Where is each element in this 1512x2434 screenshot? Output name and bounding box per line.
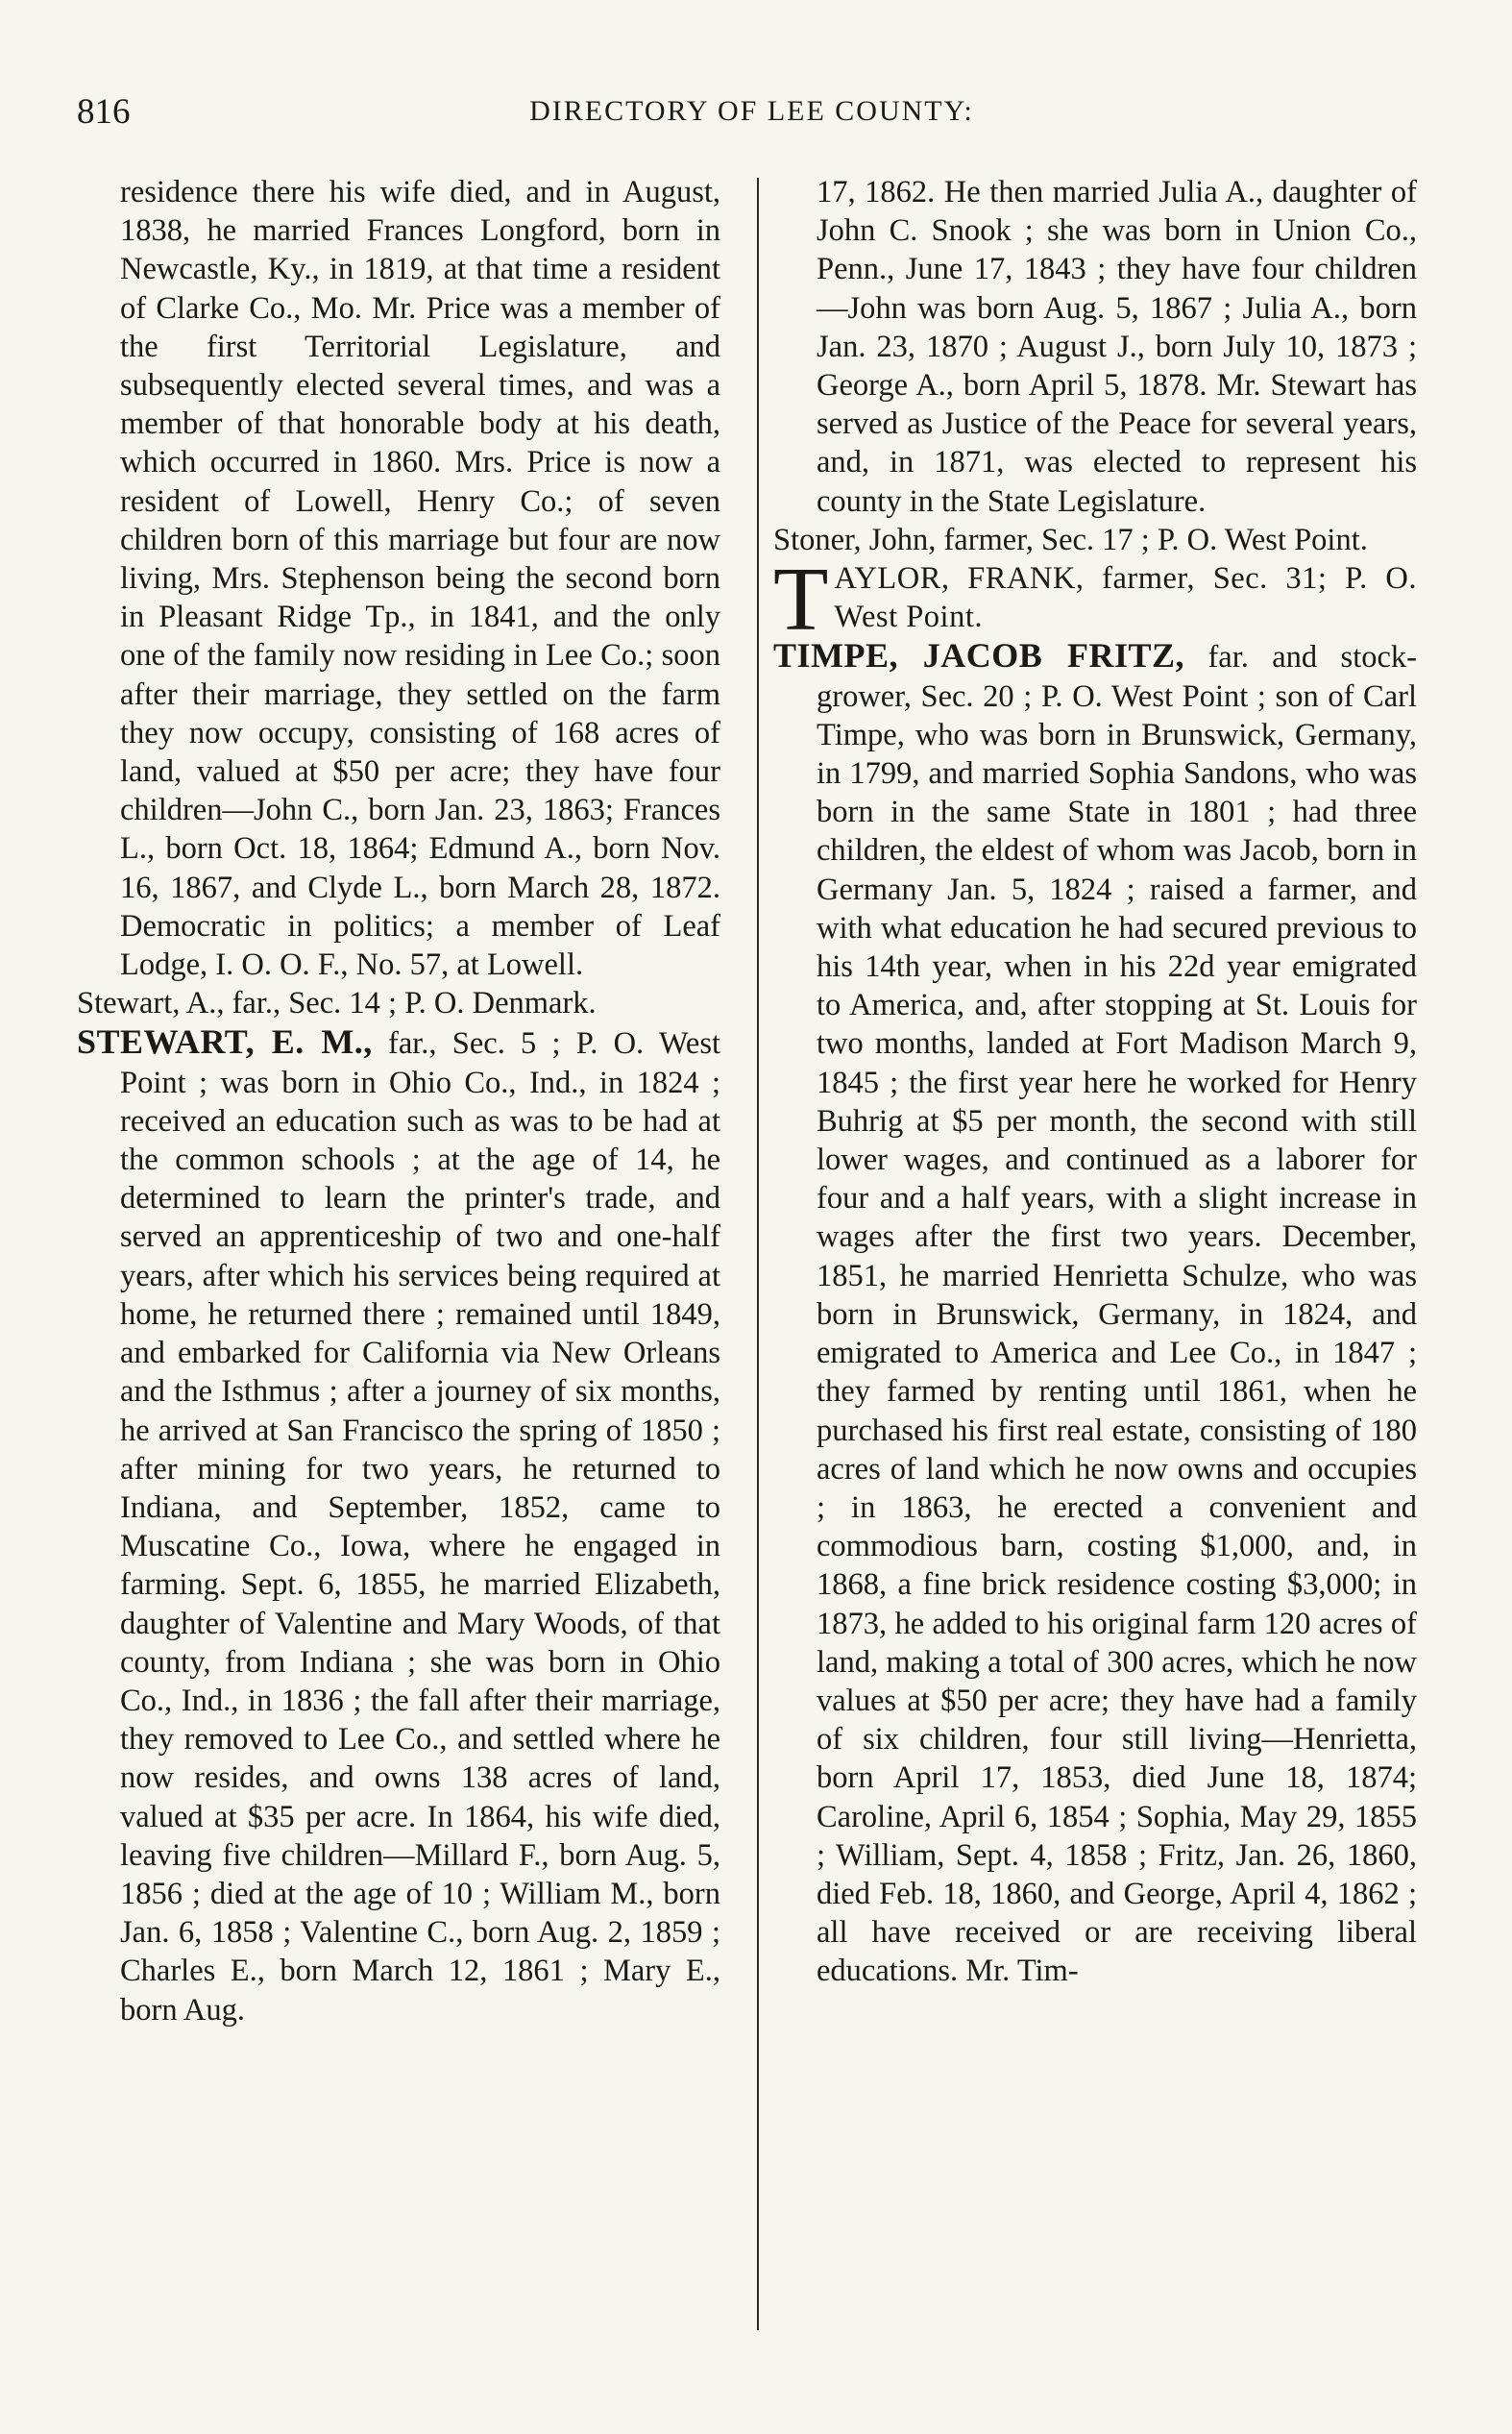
entry-continuation-stewart: 17, 1862. He then married Julia A., daughter of John C. Snook ; she was born in Union Co., Penn., June 17, 1843 ; they have four children—John was born Aug. 5, 1867 ; Julia A., born Jan. 23, 1870 ; August J., born July 10, 1873 ; George A., born April 5, 1878. Mr. Stewart has served as Justice of the Peace for several years, and, in 1871, was elected to represent his county in the State Legislature. bbox=[817, 175, 1417, 519]
entry-name-timpe: TIMPE, JACOB FRITZ, bbox=[773, 636, 1185, 676]
running-head: DIRECTORY OF LEE COUNTY: bbox=[529, 95, 974, 127]
column-divider bbox=[757, 178, 759, 2330]
entry-text-stewart-em: far., Sec. 5 ; P. O. West Point ; was born in Ohio Co., Ind., in 1824 ; received an education such as was to be had at the common schools ; at the age of 14, he determined to learn the printer's trade, and served an apprenticeship of two and one-half years, after which his services being required at home, he returned there ; remained until 1849, and embarked for California via New Orleans and the Isthmus ; after a journey of six months, he arrived at San Francisco the spring of 1850 ; after mining for two years, he returned to Indiana, and September, 1852, came to Muscatine Co., Iowa, where he engaged in farming. Sept. 6, 1855, he married Elizabeth, daughter of Valentine and Mary Woods, of that county, from Indiana ; she was born in Ohio Co., Ind., in 1836 ; the fall after their marriage, they removed to Lee Co., and settled where he now resides, and owns 138 acres of land, valued at $35 per acre. In 1864, his wife died, leaving five children—Millard F., born Aug. 5, 1856 ; died at the age of 10 ; William M., born Jan. 6, 1858 ; Valentine C., born Aug. 2, 1859 ; Charles E., born March 12, 1861 ; Mary E., born Aug. bbox=[120, 1026, 720, 2028]
entry-stoner: Stoner, John, farmer, Sec. 17 ; P. O. West Point. bbox=[773, 522, 1368, 557]
entry-timpe bbox=[773, 636, 1417, 1990]
entry-text-taylor: AYLOR, FRANK, farmer, Sec. 31; P. O. West Point. bbox=[834, 561, 1417, 635]
right-column bbox=[773, 173, 1417, 1991]
page-header bbox=[77, 91, 1427, 139]
entry-stewart-a: Stewart, A., far., Sec. 14 ; P. O. Denmark. bbox=[77, 986, 597, 1021]
entry-text-timpe: far. and stock-grower, Sec. 20 ; P. O. West Point ; son of Carl Timpe, who was born in Brunswick, Germany, in 1799, and married Sophia Sandons, who was born in the same State in 1801 ; had three children, the eldest of whom was Jacob, born in Germany Jan. 5, 1824 ; raised a farmer, and with what education he had secured previous to his 14th year, when in his 22d year emigrated to America, and, after stopping at St. Louis for two months, landed at Fort Madison March 9, 1845 ; the first year here he worked for Henry Buhrig at $5 per month, the second with still lower wages, and continued as a laborer for four and a half years, with a slight increase in wages after the first two years. December, 1851, he married Henrietta Schulze, who was born in Brunswick, Germany, in 1824, and emigrated to America and Lee Co., in 1847 ; they farmed by renting until 1861, when he purchased his first real estate, consisting of 180 acres of land which he now owns and occupies ; in 1863, he erected a convenient and commodious barn, costing $1,000, and, in 1868, a fine brick residence costing $3,000; in 1873, he added to his original farm 120 acres of land, making a total of 300 acres, which he now values at $50 per acre; they have had a family of six children, four still living—Henrietta, born April 17, 1853, died June 18, 1874; Caroline, April 6, 1854 ; Sophia, May 29, 1855 ; William, Sept. 4, 1858 ; Fritz, Jan. 26, 1860, died Feb. 18, 1860, and George, April 4, 1862 ; all have received or are receiving liberal educations. Mr. Tim- bbox=[817, 640, 1417, 1989]
page-number: 816 bbox=[77, 92, 131, 132]
entry-name-stewart-em: STEWART, E. M., bbox=[77, 1022, 373, 1062]
left-column bbox=[77, 173, 720, 2029]
entry-continuation-price: residence there his wife died, and in August, 1838, he married Frances Longford, born in Newcastle, Ky., in 1819, at that time a resident of Clarke Co., Mo. Mr. Price was a member of the first Territorial Legislature, and subsequently elected several times, and was a member of that honorable body at his death, which occurred in 1860. Mrs. Price is now a resident of Lowell, Henry Co.; of seven children born of this marriage but four are now living, Mrs. Stephenson being the second born in Pleasant Ridge Tp., in 1841, and the only one of the family now residing in Lee Co.; soon after their marriage, they settled on the farm they now occupy, consisting of 168 acres of land, valued at $50 per acre; they have four children—John C., born Jan. 23, 1863; Frances L., born Oct. 18, 1864; Edmund A., born Nov. 16, 1867, and Clyde L., born March 28, 1872. Democratic in politics; a member of Leaf Lodge, I. O. O. F., No. 57, at Lowell. bbox=[120, 175, 720, 983]
entry-stewart-em bbox=[77, 1022, 720, 2028]
drop-cap-letter: T bbox=[773, 550, 829, 651]
entry-taylor bbox=[773, 550, 1417, 651]
